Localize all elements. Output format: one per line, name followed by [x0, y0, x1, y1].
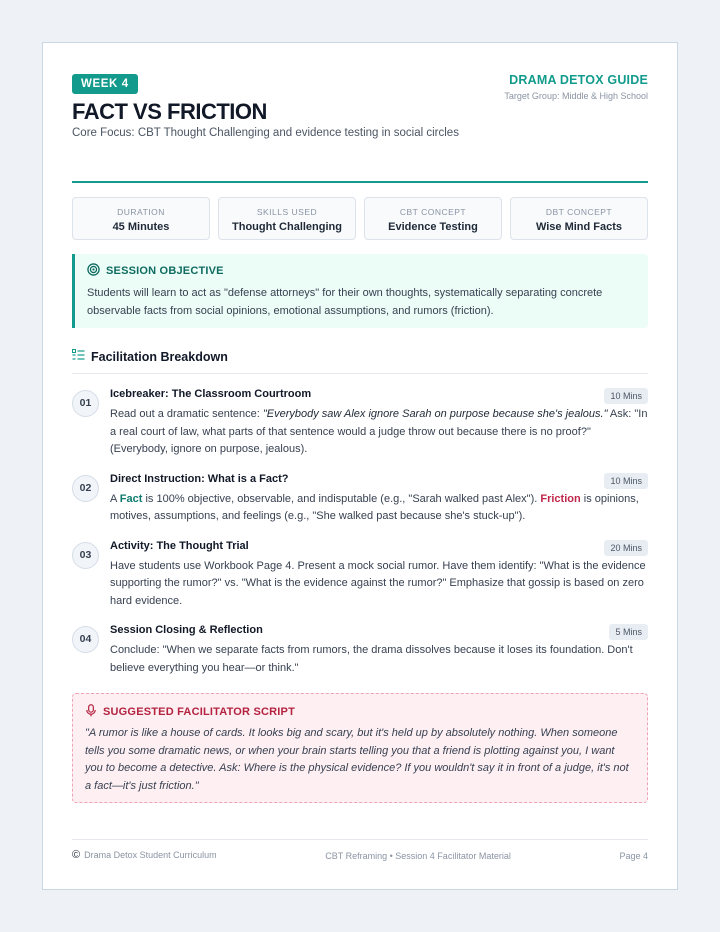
week-badge: WEEK 4 [72, 74, 138, 94]
step-title: Session Closing & Reflection [110, 624, 263, 636]
stat-dbt-concept [510, 197, 648, 240]
objective-text: Students will learn to act as "defense attorneys" for their own thoughts, systematically separating concrete observable facts from social opinions, emotional assumptions, and rumors (friction). [87, 287, 603, 317]
guide-title: DRAMA DETOX GUIDE [509, 73, 648, 87]
objective-heading: SESSION OBJECTIVE [106, 265, 224, 277]
step-number: 01 [72, 390, 99, 417]
footer-center: CBT Reframing • Session 4 Facilitator Material [325, 851, 511, 861]
microphone-icon [85, 704, 97, 720]
step-title: Activity: The Thought Trial [110, 539, 249, 552]
step-text-post: Ask: "In a real court of law, what parts of that sentence would a judge throw out because there is no proof?" (Everybody, ignore on purpose, jealous). [110, 408, 648, 455]
step-number: 03 [72, 542, 99, 569]
step-text: Conclude: "When we separate facts from rumors, the drama dissolves because it loses its foundation. Don't believe everything you hear—or think." [110, 644, 633, 674]
facilitator-script [72, 693, 648, 803]
stats-row [72, 197, 648, 240]
step-title: Icebreaker: The Classroom Courtroom [110, 388, 312, 400]
step-number: 04 [72, 626, 99, 653]
fact-keyword: Fact [119, 492, 143, 505]
step-text-c: is opinions, motives, assumptions, and feelings (e.g., "She walked past because she's stuck-up"). [110, 492, 639, 522]
session-objective [72, 254, 648, 328]
document-page [42, 42, 678, 890]
page-subtitle: Core Focus: CBT Thought Challenging and evidence testing in social circles [72, 127, 459, 139]
stat-value: 45 Minutes [112, 221, 170, 233]
step-number: 02 [72, 475, 99, 502]
stat-label: CBT CONCEPT [399, 207, 467, 217]
step-quote: "Everybody saw Alex ignore Sarah on purpose because she's jealous." [262, 408, 608, 420]
step-text-b: is 100% objective, observable, and indisputable (e.g., "Sarah walked past Alex"). [142, 492, 541, 505]
step-item [72, 540, 648, 611]
step-text [110, 406, 648, 459]
stat-skills [218, 197, 356, 240]
step-item [72, 388, 648, 459]
target-group: Target Group: Middle & High School [504, 91, 648, 101]
step-item [72, 624, 648, 677]
target-icon [87, 263, 100, 279]
step-text: Have students use Workbook Page 4. Present a mock social rumor. Have them identify: "What is the evidence supporting the rumor?" vs. "What is the evidence against the rumor?" Emphasize that gossip is based on zero hard evidence. [110, 559, 646, 607]
step-duration: 10 Mins [604, 473, 648, 489]
footer-left [72, 849, 217, 861]
stat-value: Evidence Testing [388, 221, 478, 233]
step-item [72, 473, 648, 526]
step-text [110, 491, 648, 526]
stat-value: Wise Mind Facts [535, 221, 623, 233]
step-title: Direct Instruction: What is a Fact? [110, 472, 289, 485]
step-text-a: A [110, 492, 120, 505]
breakdown-title: Facilitation Breakdown [91, 349, 228, 364]
stat-cbt-concept [364, 197, 502, 240]
step-duration: 20 Mins [604, 540, 648, 556]
page-footer [72, 839, 648, 861]
objective-heading-row [87, 263, 634, 279]
script-heading: SUGGESTED FACILITATOR SCRIPT [103, 706, 295, 718]
script-text: "A rumor is like a house of cards. It looks big and scary, but it's held up by absolutely nothing. When someone tells you some dramatic news, or when your brain starts telling you that a friend is plotting against you, I want you to become a detective. Ask: Where is the physical evidence? If you wouldn't say it in front of a judge, it's not a fact—it's just friction." [85, 727, 629, 792]
friction-keyword: Friction [540, 492, 581, 505]
stat-value: Thought Challenging [232, 221, 342, 233]
page-header [72, 73, 648, 183]
stat-label: SKILLS USED [256, 207, 318, 217]
step-duration: 5 Mins [609, 624, 648, 640]
script-heading-row [85, 704, 634, 720]
footer-left-text: Drama Detox Student Curriculum [84, 850, 217, 860]
breakdown-header [72, 346, 648, 374]
list-icon [72, 348, 85, 366]
copyright-icon: © [72, 849, 81, 861]
stat-label: DBT CONCEPT [545, 207, 613, 217]
step-text-pre: Read out a dramatic sentence: [110, 408, 263, 420]
step-duration: 10 Mins [604, 388, 648, 404]
stat-duration [72, 197, 210, 240]
page-title: FACT VS FRICTION [72, 99, 267, 124]
stat-label: DURATION [117, 207, 165, 217]
page-number: Page 4 [619, 851, 648, 861]
